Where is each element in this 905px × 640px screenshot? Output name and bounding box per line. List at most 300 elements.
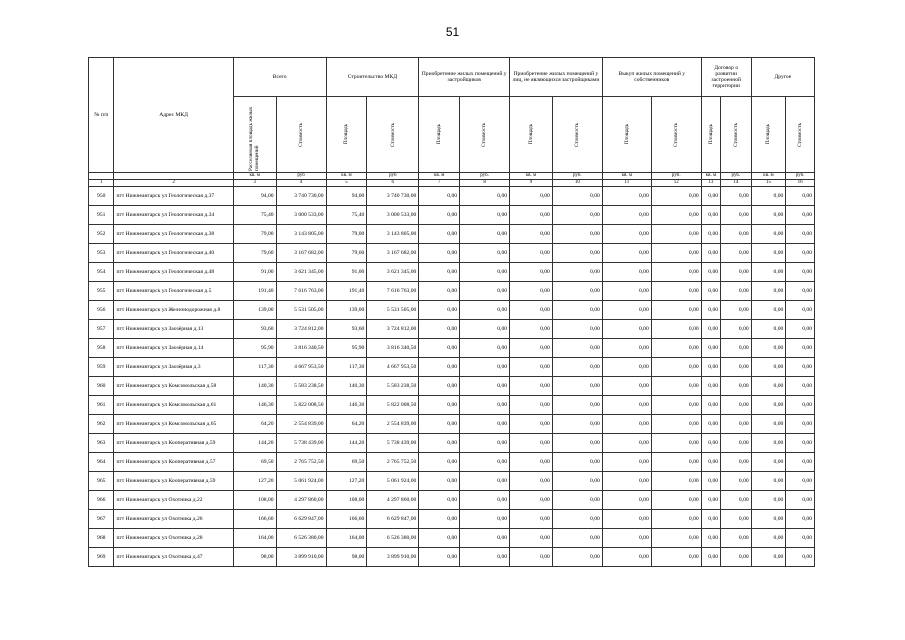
construction-area: 139,00 bbox=[326, 301, 367, 320]
total-area: 117,30 bbox=[233, 358, 276, 377]
unit-cell: кв. м bbox=[751, 173, 786, 180]
column-number-cell: 1 bbox=[89, 180, 114, 187]
zero-value-cell: 0,00 bbox=[460, 434, 510, 453]
row-number: 956 bbox=[89, 301, 114, 320]
zero-value-cell: 0,00 bbox=[460, 529, 510, 548]
construction-cost: 5 583 238,50 bbox=[367, 377, 419, 396]
construction-area: 91,00 bbox=[326, 263, 367, 282]
zero-value-cell: 0,00 bbox=[460, 491, 510, 510]
construction-area: 166,60 bbox=[326, 510, 367, 529]
subheader-cell: Площадь bbox=[419, 97, 460, 173]
zero-value-cell: 0,00 bbox=[751, 263, 786, 282]
total-cost: 5 583 238,50 bbox=[276, 377, 326, 396]
zero-value-cell: 0,00 bbox=[721, 339, 752, 358]
zero-value-cell: 0,00 bbox=[552, 339, 602, 358]
zero-value-cell: 0,00 bbox=[651, 187, 701, 206]
header-group-construction: Строительство МКД bbox=[326, 58, 419, 97]
table-row bbox=[89, 320, 815, 339]
construction-area: 75,40 bbox=[326, 206, 367, 225]
row-number: 968 bbox=[89, 529, 114, 548]
zero-value-cell: 0,00 bbox=[602, 472, 651, 491]
zero-value-cell: 0,00 bbox=[419, 415, 460, 434]
zero-value-cell: 0,00 bbox=[786, 282, 815, 301]
zero-value-cell: 0,00 bbox=[751, 339, 786, 358]
total-area: 95,90 bbox=[233, 339, 276, 358]
zero-value-cell: 0,00 bbox=[460, 282, 510, 301]
zero-value-cell: 0,00 bbox=[460, 339, 510, 358]
construction-cost: 4 297 860,00 bbox=[367, 491, 419, 510]
zero-value-cell: 0,00 bbox=[786, 396, 815, 415]
zero-value-cell: 0,00 bbox=[552, 453, 602, 472]
total-cost: 6 629 847,00 bbox=[276, 510, 326, 529]
construction-cost: 3 143 805,00 bbox=[367, 225, 419, 244]
zero-value-cell: 0,00 bbox=[460, 453, 510, 472]
zero-value-cell: 0,00 bbox=[510, 529, 553, 548]
column-number-cell: 14 bbox=[721, 180, 752, 187]
zero-value-cell: 0,00 bbox=[751, 225, 786, 244]
unit-cell: руб. bbox=[721, 173, 752, 180]
subheader-cell: Стоимость bbox=[552, 97, 602, 173]
row-number: 959 bbox=[89, 358, 114, 377]
column-number-cell: 5 bbox=[326, 180, 367, 187]
zero-value-cell: 0,00 bbox=[460, 263, 510, 282]
unit-cell: руб bbox=[367, 173, 419, 180]
column-number-cell: 11 bbox=[602, 180, 651, 187]
zero-value-cell: 0,00 bbox=[786, 529, 815, 548]
zero-value-cell: 0,00 bbox=[786, 320, 815, 339]
zero-value-cell: 0,00 bbox=[419, 263, 460, 282]
construction-area: 79,60 bbox=[326, 244, 367, 263]
table-row bbox=[89, 453, 815, 472]
table-row bbox=[89, 187, 815, 206]
row-address: пгт Нижнеангарск ул Железнодорожная д.8 bbox=[114, 301, 233, 320]
zero-value-cell: 0,00 bbox=[460, 510, 510, 529]
row-number: 952 bbox=[89, 225, 114, 244]
row-address: пгт Нижнеангарск ул Геологическая д.38 bbox=[114, 225, 233, 244]
zero-value-cell: 0,00 bbox=[460, 301, 510, 320]
row-number: 958 bbox=[89, 339, 114, 358]
construction-area: 93,60 bbox=[326, 320, 367, 339]
subheader-cell: Стоимость bbox=[460, 97, 510, 173]
row-address: пгт Нижнеангарск ул Геологическая д.48 bbox=[114, 263, 233, 282]
zero-value-cell: 0,00 bbox=[419, 510, 460, 529]
zero-value-cell: 0,00 bbox=[460, 396, 510, 415]
total-cost: 3 143 805,00 bbox=[276, 225, 326, 244]
zero-value-cell: 0,00 bbox=[419, 548, 460, 567]
subheader-cell: Стоимость bbox=[276, 97, 326, 173]
zero-value-cell: 0,00 bbox=[602, 529, 651, 548]
zero-value-cell: 0,00 bbox=[751, 187, 786, 206]
header-address: Адрес МКД bbox=[114, 58, 233, 173]
zero-value-cell: 0,00 bbox=[552, 282, 602, 301]
column-number-cell: 3 bbox=[233, 180, 276, 187]
zero-value-cell: 0,00 bbox=[751, 320, 786, 339]
zero-value-cell: 0,00 bbox=[602, 434, 651, 453]
zero-value-cell: 0,00 bbox=[701, 206, 720, 225]
total-area: 166,60 bbox=[233, 510, 276, 529]
zero-value-cell: 0,00 bbox=[721, 548, 752, 567]
header-group-development-agreement: Договор о развитии застроенной территории bbox=[701, 58, 751, 97]
row-address: пгт Нижнеангарск ул Охотника д.47 bbox=[114, 548, 233, 567]
table-row bbox=[89, 206, 815, 225]
table-row bbox=[89, 301, 815, 320]
column-number-cell: 10 bbox=[552, 180, 602, 187]
subheader-cell: Площадь bbox=[326, 97, 367, 173]
zero-value-cell: 0,00 bbox=[651, 225, 701, 244]
total-area: 94,00 bbox=[233, 187, 276, 206]
construction-cost: 3 621 345,00 bbox=[367, 263, 419, 282]
header-group-buyout: Выкуп жилых помещений у собственников bbox=[602, 58, 701, 97]
zero-value-cell: 0,00 bbox=[552, 263, 602, 282]
zero-value-cell: 0,00 bbox=[701, 491, 720, 510]
zero-value-cell: 0,00 bbox=[552, 358, 602, 377]
row-address: пгт Нижнеангарск ул Геологическая д.37 bbox=[114, 187, 233, 206]
zero-value-cell: 0,00 bbox=[552, 225, 602, 244]
zero-value-cell: 0,00 bbox=[510, 263, 553, 282]
zero-value-cell: 0,00 bbox=[510, 434, 553, 453]
zero-value-cell: 0,00 bbox=[651, 301, 701, 320]
zero-value-cell: 0,00 bbox=[460, 415, 510, 434]
row-address: пгт Нижнеангарск ул Геологическая д.34 bbox=[114, 206, 233, 225]
zero-value-cell: 0,00 bbox=[751, 529, 786, 548]
table-row bbox=[89, 244, 815, 263]
zero-value-cell: 0,00 bbox=[602, 415, 651, 434]
table-row bbox=[89, 339, 815, 358]
zero-value-cell: 0,00 bbox=[552, 434, 602, 453]
row-address: пгт Нижнеангарск ул Геологическая д.40 bbox=[114, 244, 233, 263]
zero-value-cell: 0,00 bbox=[651, 358, 701, 377]
construction-area: 79,00 bbox=[326, 225, 367, 244]
unit-cell: руб. bbox=[460, 173, 510, 180]
row-address: пгт Нижнеангарск ул Кооперативная д.57 bbox=[114, 453, 233, 472]
zero-value-cell: 0,00 bbox=[701, 282, 720, 301]
zero-value-cell: 0,00 bbox=[651, 263, 701, 282]
zero-value-cell: 0,00 bbox=[602, 244, 651, 263]
zero-value-cell: 0,00 bbox=[460, 320, 510, 339]
total-cost: 2 765 752,50 bbox=[276, 453, 326, 472]
construction-cost: 6 526 380,00 bbox=[367, 529, 419, 548]
column-number-cell: 2 bbox=[114, 180, 233, 187]
zero-value-cell: 0,00 bbox=[552, 377, 602, 396]
unit-cell: кв. м bbox=[233, 173, 276, 180]
zero-value-cell: 0,00 bbox=[602, 453, 651, 472]
unit-cell: кв. м bbox=[419, 173, 460, 180]
total-cost: 2 554 839,00 bbox=[276, 415, 326, 434]
zero-value-cell: 0,00 bbox=[510, 339, 553, 358]
total-area: 164,00 bbox=[233, 529, 276, 548]
zero-value-cell: 0,00 bbox=[651, 510, 701, 529]
row-address: пгт Нижнеангарск ул Заозёрная д.13 bbox=[114, 320, 233, 339]
zero-value-cell: 0,00 bbox=[419, 377, 460, 396]
total-cost: 3 740 730,00 bbox=[276, 187, 326, 206]
zero-value-cell: 0,00 bbox=[751, 358, 786, 377]
row-number: 955 bbox=[89, 282, 114, 301]
row-number: 957 bbox=[89, 320, 114, 339]
zero-value-cell: 0,00 bbox=[602, 320, 651, 339]
total-cost: 5 061 924,00 bbox=[276, 472, 326, 491]
zero-value-cell: 0,00 bbox=[460, 225, 510, 244]
zero-value-cell: 0,00 bbox=[751, 244, 786, 263]
zero-value-cell: 0,00 bbox=[721, 396, 752, 415]
zero-value-cell: 0,00 bbox=[602, 339, 651, 358]
subheader-cell: Стоимость bbox=[651, 97, 701, 173]
zero-value-cell: 0,00 bbox=[510, 358, 553, 377]
zero-value-cell: 0,00 bbox=[721, 244, 752, 263]
total-cost: 5 822 008,50 bbox=[276, 396, 326, 415]
construction-area: 108,00 bbox=[326, 491, 367, 510]
row-number: 951 bbox=[89, 206, 114, 225]
row-number: 963 bbox=[89, 434, 114, 453]
construction-area: 191,40 bbox=[326, 282, 367, 301]
zero-value-cell: 0,00 bbox=[786, 510, 815, 529]
zero-value-cell: 0,00 bbox=[510, 225, 553, 244]
zero-value-cell: 0,00 bbox=[419, 453, 460, 472]
column-number-cell: 9 bbox=[510, 180, 553, 187]
zero-value-cell: 0,00 bbox=[602, 491, 651, 510]
zero-value-cell: 0,00 bbox=[460, 187, 510, 206]
table-row bbox=[89, 491, 815, 510]
total-area: 144,20 bbox=[233, 434, 276, 453]
zero-value-cell: 0,00 bbox=[786, 206, 815, 225]
row-address: пгт Нижнеангарск ул Кооперативная д.59 bbox=[114, 472, 233, 491]
zero-value-cell: 0,00 bbox=[552, 472, 602, 491]
zero-value-cell: 0,00 bbox=[701, 548, 720, 567]
zero-value-cell: 0,00 bbox=[460, 206, 510, 225]
zero-value-cell: 0,00 bbox=[651, 339, 701, 358]
construction-cost: 3 000 533,00 bbox=[367, 206, 419, 225]
zero-value-cell: 0,00 bbox=[419, 282, 460, 301]
row-address: пгт Нижнеангарск ул Охотника д.26 bbox=[114, 510, 233, 529]
table-row bbox=[89, 472, 815, 491]
zero-value-cell: 0,00 bbox=[552, 206, 602, 225]
zero-value-cell: 0,00 bbox=[510, 491, 553, 510]
table-row bbox=[89, 282, 815, 301]
total-area: 64,20 bbox=[233, 415, 276, 434]
total-cost: 5 531 505,00 bbox=[276, 301, 326, 320]
row-number: 962 bbox=[89, 415, 114, 434]
column-number-cell: 7 bbox=[419, 180, 460, 187]
zero-value-cell: 0,00 bbox=[552, 415, 602, 434]
zero-value-cell: 0,00 bbox=[701, 529, 720, 548]
zero-value-cell: 0,00 bbox=[602, 187, 651, 206]
zero-value-cell: 0,00 bbox=[651, 472, 701, 491]
zero-value-cell: 0,00 bbox=[786, 377, 815, 396]
total-cost: 4 297 860,00 bbox=[276, 491, 326, 510]
header-group-developer-purchase: Приобретение жилых помещений у застройщиков bbox=[419, 58, 510, 97]
zero-value-cell: 0,00 bbox=[786, 263, 815, 282]
zero-value-cell: 0,00 bbox=[721, 529, 752, 548]
total-cost: 3 899 910,00 bbox=[276, 548, 326, 567]
construction-area: 127,20 bbox=[326, 472, 367, 491]
table-row bbox=[89, 377, 815, 396]
zero-value-cell: 0,00 bbox=[786, 415, 815, 434]
column-number-cell: 12 bbox=[651, 180, 701, 187]
zero-value-cell: 0,00 bbox=[651, 529, 701, 548]
zero-value-cell: 0,00 bbox=[651, 396, 701, 415]
construction-cost: 7 616 763,00 bbox=[367, 282, 419, 301]
zero-value-cell: 0,00 bbox=[552, 529, 602, 548]
row-address: пгт Нижнеангарск ул Комсомольская д.58 bbox=[114, 377, 233, 396]
zero-value-cell: 0,00 bbox=[721, 320, 752, 339]
subheader-cell: Стоимость bbox=[721, 97, 752, 173]
zero-value-cell: 0,00 bbox=[651, 282, 701, 301]
total-area: 79,60 bbox=[233, 244, 276, 263]
zero-value-cell: 0,00 bbox=[721, 434, 752, 453]
construction-cost: 3 816 340,50 bbox=[367, 339, 419, 358]
zero-value-cell: 0,00 bbox=[651, 434, 701, 453]
unit-cell: руб. bbox=[786, 173, 815, 180]
zero-value-cell: 0,00 bbox=[460, 244, 510, 263]
unit-cell bbox=[89, 173, 114, 180]
construction-cost: 5 738 439,00 bbox=[367, 434, 419, 453]
construction-cost: 4 667 953,50 bbox=[367, 358, 419, 377]
zero-value-cell: 0,00 bbox=[701, 187, 720, 206]
zero-value-cell: 0,00 bbox=[419, 339, 460, 358]
zero-value-cell: 0,00 bbox=[786, 187, 815, 206]
zero-value-cell: 0,00 bbox=[701, 377, 720, 396]
zero-value-cell: 0,00 bbox=[510, 301, 553, 320]
zero-value-cell: 0,00 bbox=[786, 339, 815, 358]
total-cost: 3 621 345,00 bbox=[276, 263, 326, 282]
row-number: 950 bbox=[89, 187, 114, 206]
total-area: 191,40 bbox=[233, 282, 276, 301]
zero-value-cell: 0,00 bbox=[602, 548, 651, 567]
header-no: № п/п bbox=[89, 58, 114, 173]
table-row bbox=[89, 225, 815, 244]
column-number-cell: 15 bbox=[751, 180, 786, 187]
zero-value-cell: 0,00 bbox=[701, 453, 720, 472]
construction-area: 94,00 bbox=[326, 187, 367, 206]
zero-value-cell: 0,00 bbox=[510, 453, 553, 472]
row-address: пгт Нижнеангарск ул Заозёрная д.14 bbox=[114, 339, 233, 358]
subheader-cell: Стоимость bbox=[367, 97, 419, 173]
unit-cell: руб. bbox=[651, 173, 701, 180]
zero-value-cell: 0,00 bbox=[510, 320, 553, 339]
zero-value-cell: 0,00 bbox=[751, 206, 786, 225]
total-cost: 3 167 682,00 bbox=[276, 244, 326, 263]
construction-area: 64,20 bbox=[326, 415, 367, 434]
zero-value-cell: 0,00 bbox=[552, 301, 602, 320]
zero-value-cell: 0,00 bbox=[510, 377, 553, 396]
zero-value-cell: 0,00 bbox=[419, 187, 460, 206]
zero-value-cell: 0,00 bbox=[721, 510, 752, 529]
zero-value-cell: 0,00 bbox=[751, 510, 786, 529]
zero-value-cell: 0,00 bbox=[751, 377, 786, 396]
subheader-cell: Стоимость bbox=[786, 97, 815, 173]
construction-area: 144,20 bbox=[326, 434, 367, 453]
total-cost: 6 526 380,00 bbox=[276, 529, 326, 548]
row-address: пгт Нижнеангарск ул Охотника д.28 bbox=[114, 529, 233, 548]
construction-cost: 5 822 008,50 bbox=[367, 396, 419, 415]
row-number: 965 bbox=[89, 472, 114, 491]
zero-value-cell: 0,00 bbox=[786, 225, 815, 244]
unit-cell: кв. м bbox=[701, 173, 720, 180]
zero-value-cell: 0,00 bbox=[510, 282, 553, 301]
zero-value-cell: 0,00 bbox=[786, 434, 815, 453]
construction-area: 69,50 bbox=[326, 453, 367, 472]
header-group-nondeveloper-purchase: Приобретение жилых помещений у лиц, не являющихся застройщиками bbox=[510, 58, 603, 97]
zero-value-cell: 0,00 bbox=[701, 396, 720, 415]
table-row bbox=[89, 434, 815, 453]
zero-value-cell: 0,00 bbox=[419, 225, 460, 244]
zero-value-cell: 0,00 bbox=[786, 244, 815, 263]
table-row bbox=[89, 358, 815, 377]
column-number-cell: 6 bbox=[367, 180, 419, 187]
zero-value-cell: 0,00 bbox=[721, 491, 752, 510]
zero-value-cell: 0,00 bbox=[552, 320, 602, 339]
total-area: 79,00 bbox=[233, 225, 276, 244]
zero-value-cell: 0,00 bbox=[751, 301, 786, 320]
row-number: 953 bbox=[89, 244, 114, 263]
row-address: пгт Нижнеангарск ул Комсомольская д.65 bbox=[114, 415, 233, 434]
zero-value-cell: 0,00 bbox=[602, 358, 651, 377]
table-row bbox=[89, 529, 815, 548]
zero-value-cell: 0,00 bbox=[651, 320, 701, 339]
zero-value-cell: 0,00 bbox=[651, 206, 701, 225]
zero-value-cell: 0,00 bbox=[786, 358, 815, 377]
zero-value-cell: 0,00 bbox=[651, 548, 701, 567]
zero-value-cell: 0,00 bbox=[419, 206, 460, 225]
zero-value-cell: 0,00 bbox=[721, 377, 752, 396]
total-area: 146,30 bbox=[233, 396, 276, 415]
zero-value-cell: 0,00 bbox=[751, 282, 786, 301]
zero-value-cell: 0,00 bbox=[419, 434, 460, 453]
zero-value-cell: 0,00 bbox=[602, 510, 651, 529]
table-row bbox=[89, 548, 815, 567]
construction-cost: 5 061 924,00 bbox=[367, 472, 419, 491]
zero-value-cell: 0,00 bbox=[510, 206, 553, 225]
zero-value-cell: 0,00 bbox=[419, 320, 460, 339]
zero-value-cell: 0,00 bbox=[552, 396, 602, 415]
subheader-cell: Площадь bbox=[602, 97, 651, 173]
construction-area: 146,30 bbox=[326, 396, 367, 415]
total-area: 75,40 bbox=[233, 206, 276, 225]
zero-value-cell: 0,00 bbox=[419, 244, 460, 263]
header-group-other: Другое bbox=[751, 58, 814, 97]
construction-cost: 6 629 847,00 bbox=[367, 510, 419, 529]
zero-value-cell: 0,00 bbox=[701, 263, 720, 282]
total-cost: 3 816 340,50 bbox=[276, 339, 326, 358]
subheader-cell: Площадь bbox=[701, 97, 720, 173]
construction-cost: 3 724 812,00 bbox=[367, 320, 419, 339]
zero-value-cell: 0,00 bbox=[651, 453, 701, 472]
row-number: 961 bbox=[89, 396, 114, 415]
zero-value-cell: 0,00 bbox=[460, 377, 510, 396]
zero-value-cell: 0,00 bbox=[701, 320, 720, 339]
total-area: 69,50 bbox=[233, 453, 276, 472]
column-number-cell: 8 bbox=[460, 180, 510, 187]
construction-cost: 3 740 730,00 bbox=[367, 187, 419, 206]
construction-area: 98,00 bbox=[326, 548, 367, 567]
unit-cell: кв. м bbox=[602, 173, 651, 180]
zero-value-cell: 0,00 bbox=[786, 301, 815, 320]
zero-value-cell: 0,00 bbox=[701, 339, 720, 358]
column-number-cell: 13 bbox=[701, 180, 720, 187]
zero-value-cell: 0,00 bbox=[651, 491, 701, 510]
zero-value-cell: 0,00 bbox=[510, 244, 553, 263]
zero-value-cell: 0,00 bbox=[510, 396, 553, 415]
construction-area: 140,30 bbox=[326, 377, 367, 396]
zero-value-cell: 0,00 bbox=[701, 434, 720, 453]
total-cost: 3 000 533,00 bbox=[276, 206, 326, 225]
zero-value-cell: 0,00 bbox=[651, 377, 701, 396]
zero-value-cell: 0,00 bbox=[751, 453, 786, 472]
total-cost: 4 667 953,50 bbox=[276, 358, 326, 377]
zero-value-cell: 0,00 bbox=[419, 491, 460, 510]
zero-value-cell: 0,00 bbox=[701, 415, 720, 434]
subheader-cell: Площадь bbox=[751, 97, 786, 173]
total-area: 93,60 bbox=[233, 320, 276, 339]
